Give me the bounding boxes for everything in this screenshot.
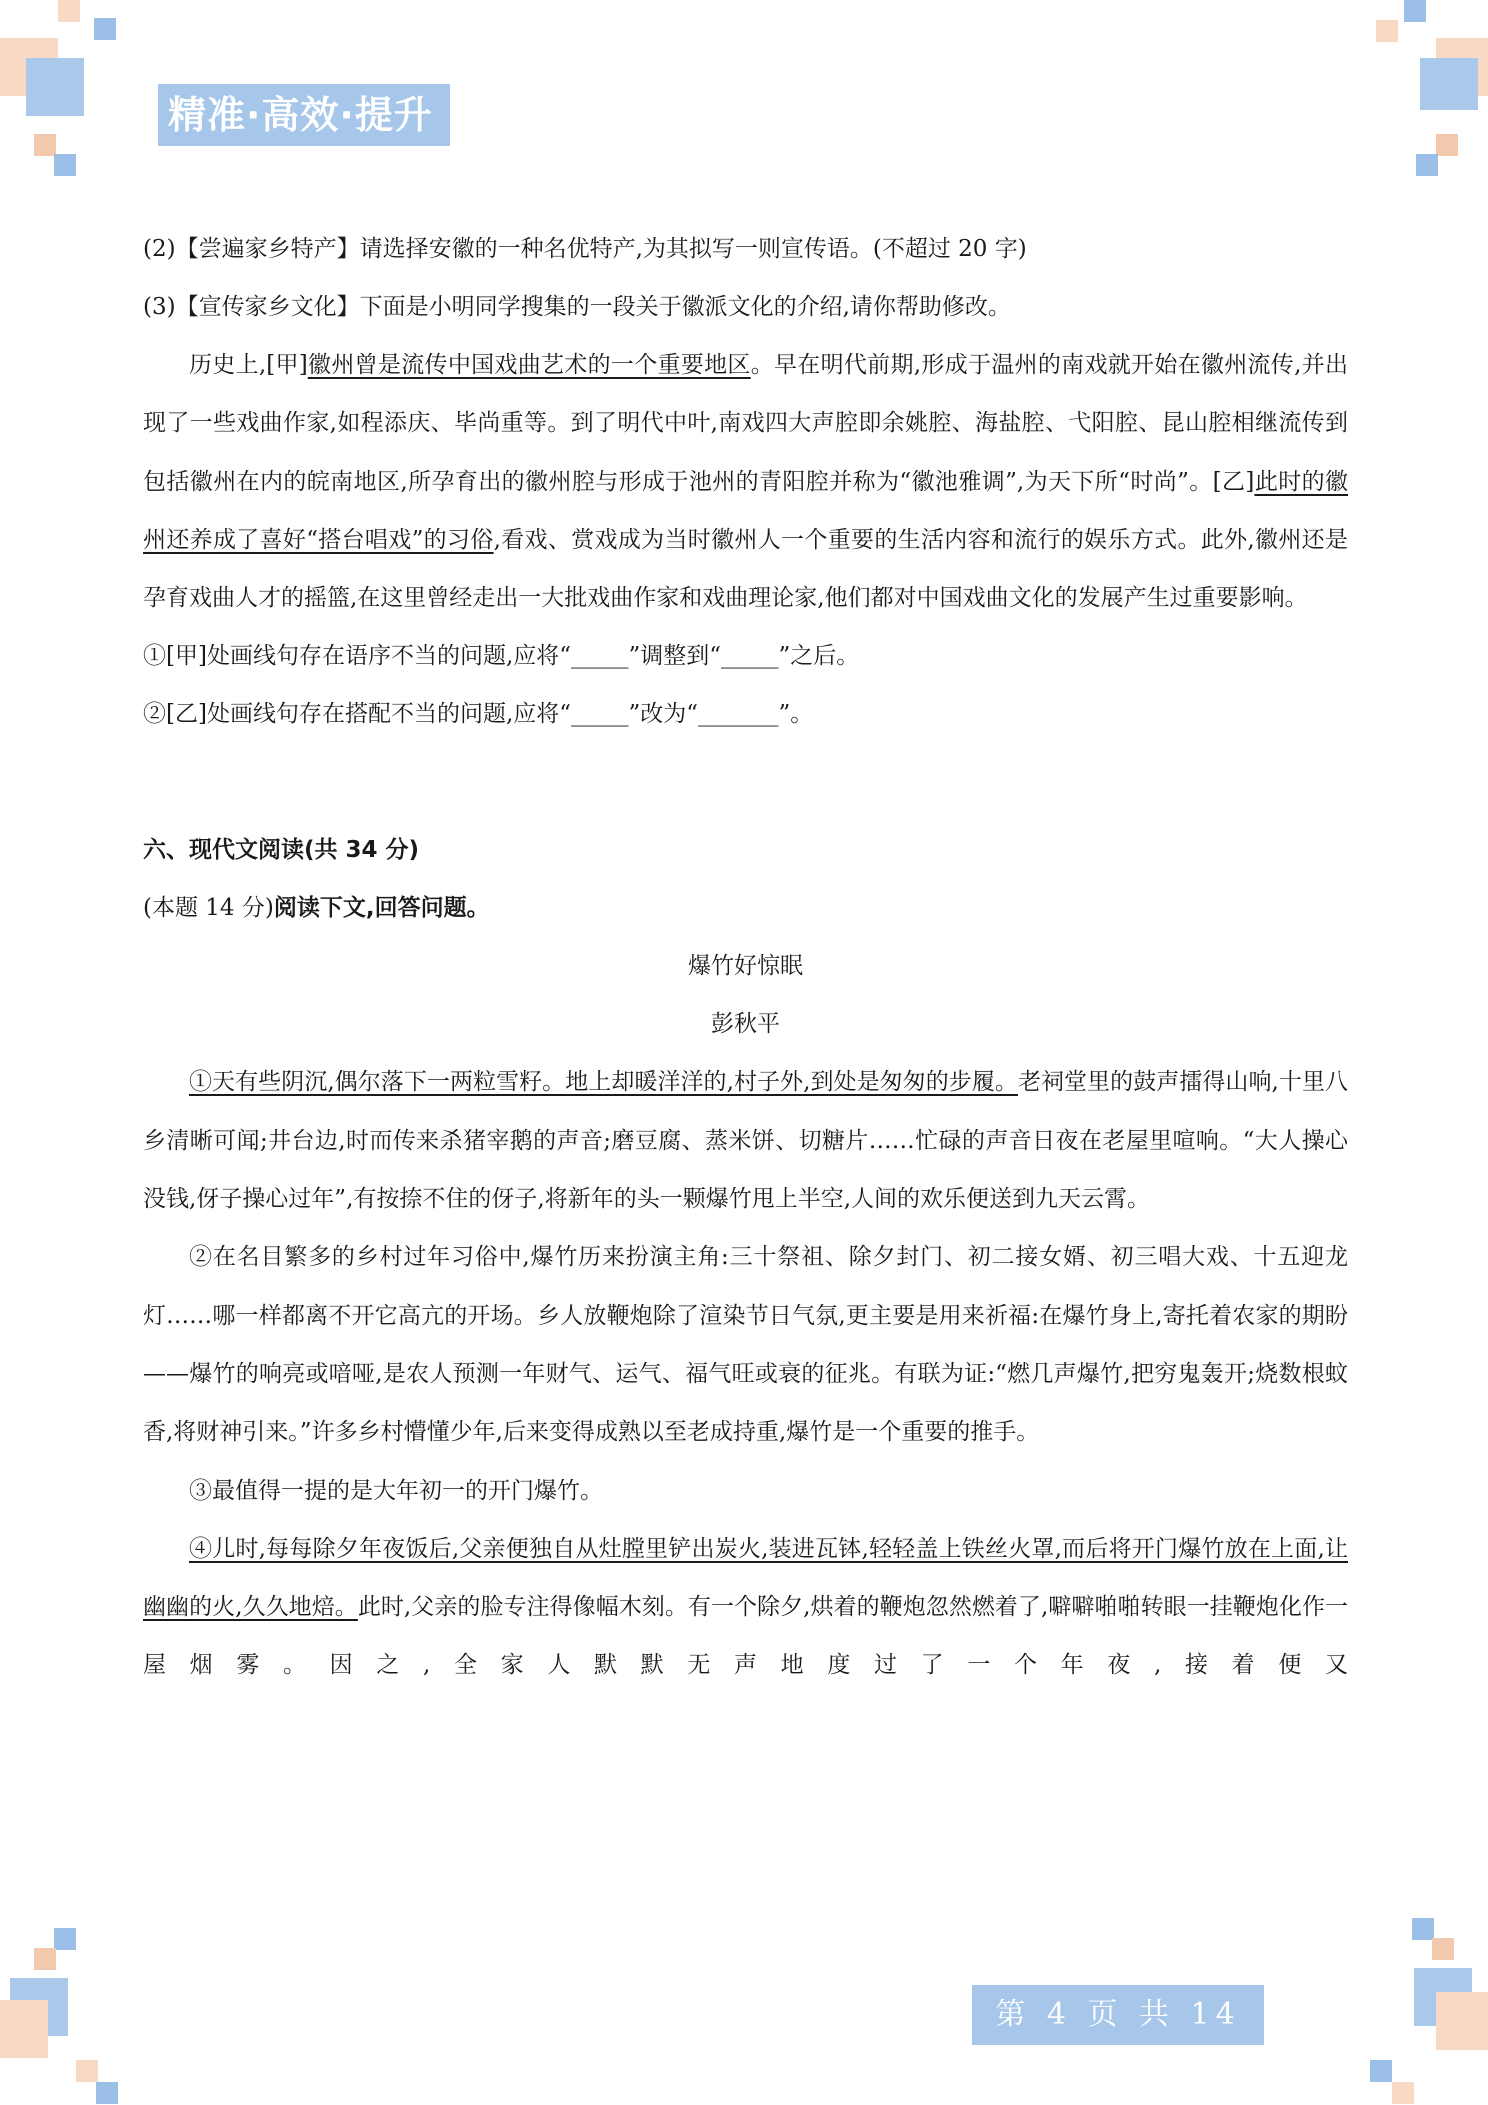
- underlined-sentence: ①天有些阴沉,偶尔落下一两粒雪籽。地上却暖洋洋的,村子外,到处是匆匆的步履。: [189, 1069, 1018, 1096]
- article-paragraph-3: ③最值得一提的是大年初一的开门爆竹。: [189, 1477, 603, 1504]
- section-instruction: 阅读下文,回答问题。: [273, 895, 490, 922]
- underlined-sentence: ④儿时,每每除夕年夜饭后,父亲便独自从灶膛里铲出炭火,装进瓦钵,轻轻盖上铁丝火罩,而后将开门爆竹放在上面,让幽幽的火,久久地焙。: [143, 1535, 1348, 1621]
- section-score: (本题 14 分): [143, 895, 274, 922]
- passage-paragraph: [143, 336, 1348, 627]
- question-3: (3)【宣传家乡文化】下面是小明同学搜集的一段关于徽派文化的介绍,请你帮助修改。: [143, 294, 1011, 320]
- page-content: [143, 220, 1348, 1695]
- section-intro: [143, 879, 1348, 937]
- underlined-sentence-yi: 此时的徽州还养成了喜好“搭台唱戏”的习俗: [143, 468, 1349, 553]
- question-2: (2)【尝遍家乡特产】请选择安徽的一种名优特产,为其拟写一则宣传语。(不超过 20 字): [143, 236, 1027, 262]
- sub-question-2: ②[乙]处画线句存在搭配不当的问题,应将“_____”改为“_______”。: [143, 701, 814, 728]
- passage-text: 。早在明代前期,形成于温州的南戏就开始在徽州流传,并出现了一些戏曲作家,如程添庆、毕尚重等。到了明代中叶,南戏四大声腔即余姚腔、海盐腔、弋阳腔、昆山腔相继流传到包括徽州在内的皖南地区,所孕育出的徽州腔与形成于池州的青阳腔并称为“徽池雅调”,为天下所“时尚”。[乙]: [143, 352, 1349, 495]
- section-heading: 六、现代文阅读(共 34 分): [143, 837, 420, 864]
- article-paragraph-4: [143, 1520, 1348, 1695]
- paragraph-text: 此时,父亲的脸专注得像幅木刻。有一个除夕,烘着的鞭炮忽然燃着了,噼噼啪啪转眼一挂鞭炮化作一屋烟雾。因之,全家人默默无声地度过了一个年夜,接着便又: [143, 1594, 1349, 1679]
- sub-question-1: ①[甲]处画线句存在语序不当的问题,应将“_____”调整到“_____”之后。: [143, 643, 860, 670]
- brand-banner: 精准·高效·提升: [158, 84, 450, 146]
- page-number: 第 4 页 共 14 页: [972, 1985, 1264, 2045]
- underlined-sentence-jia: 徽州曾是流传中国戏曲艺术的一个重要地区: [307, 352, 751, 378]
- article-title: 爆竹好惊眠: [688, 953, 803, 980]
- article-paragraph-1: [143, 1053, 1348, 1228]
- passage-text: ,看戏、赏戏成为当时徽州人一个重要的生活内容和流行的娱乐方式。此外,徽州还是孕育戏曲人才的摇篮,在这里曾经走出一大批戏曲作家和戏曲理论家,他们都对中国戏曲文化的发展产生过重要影响。: [143, 526, 1348, 612]
- article-paragraph-2: ②在名目繁多的乡村过年习俗中,爆竹历来扮演主角:三十祭祖、除夕封门、初二接女婿、初三唱大戏、十五迎龙灯……哪一样都离不开它高亢的开场。乡人放鞭炮除了渲染节日气氛,更主要是用来祈福:在爆竹身上,寄托着农家的期盼——爆竹的响亮或喑哑,是农人预测一年财气、运气、福气旺或衰的征兆。有联为证:“燃几声爆竹,把穷鬼轰开;烧数根蚊香,将财神引来。”许多乡村懵懂少年,后来变得成熟以至老成持重,爆竹是一个重要的推手。: [143, 1244, 1348, 1446]
- passage-text: 历史上,[甲]: [189, 352, 308, 378]
- article-author: 彭秋平: [711, 1011, 780, 1038]
- paragraph-text: 老祠堂里的鼓声擂得山响,十里八乡清晰可闻;井台边,时而传来杀猪宰鹅的声音;磨豆腐、蒸米饼、切糖片……忙碌的声音日夜在老屋里喧响。“大人操心没钱,伢子操心过年”,有按捺不住的伢子,将新年的头一颗爆竹甩上半空,人间的欢乐便送到九天云霄。: [143, 1069, 1349, 1213]
